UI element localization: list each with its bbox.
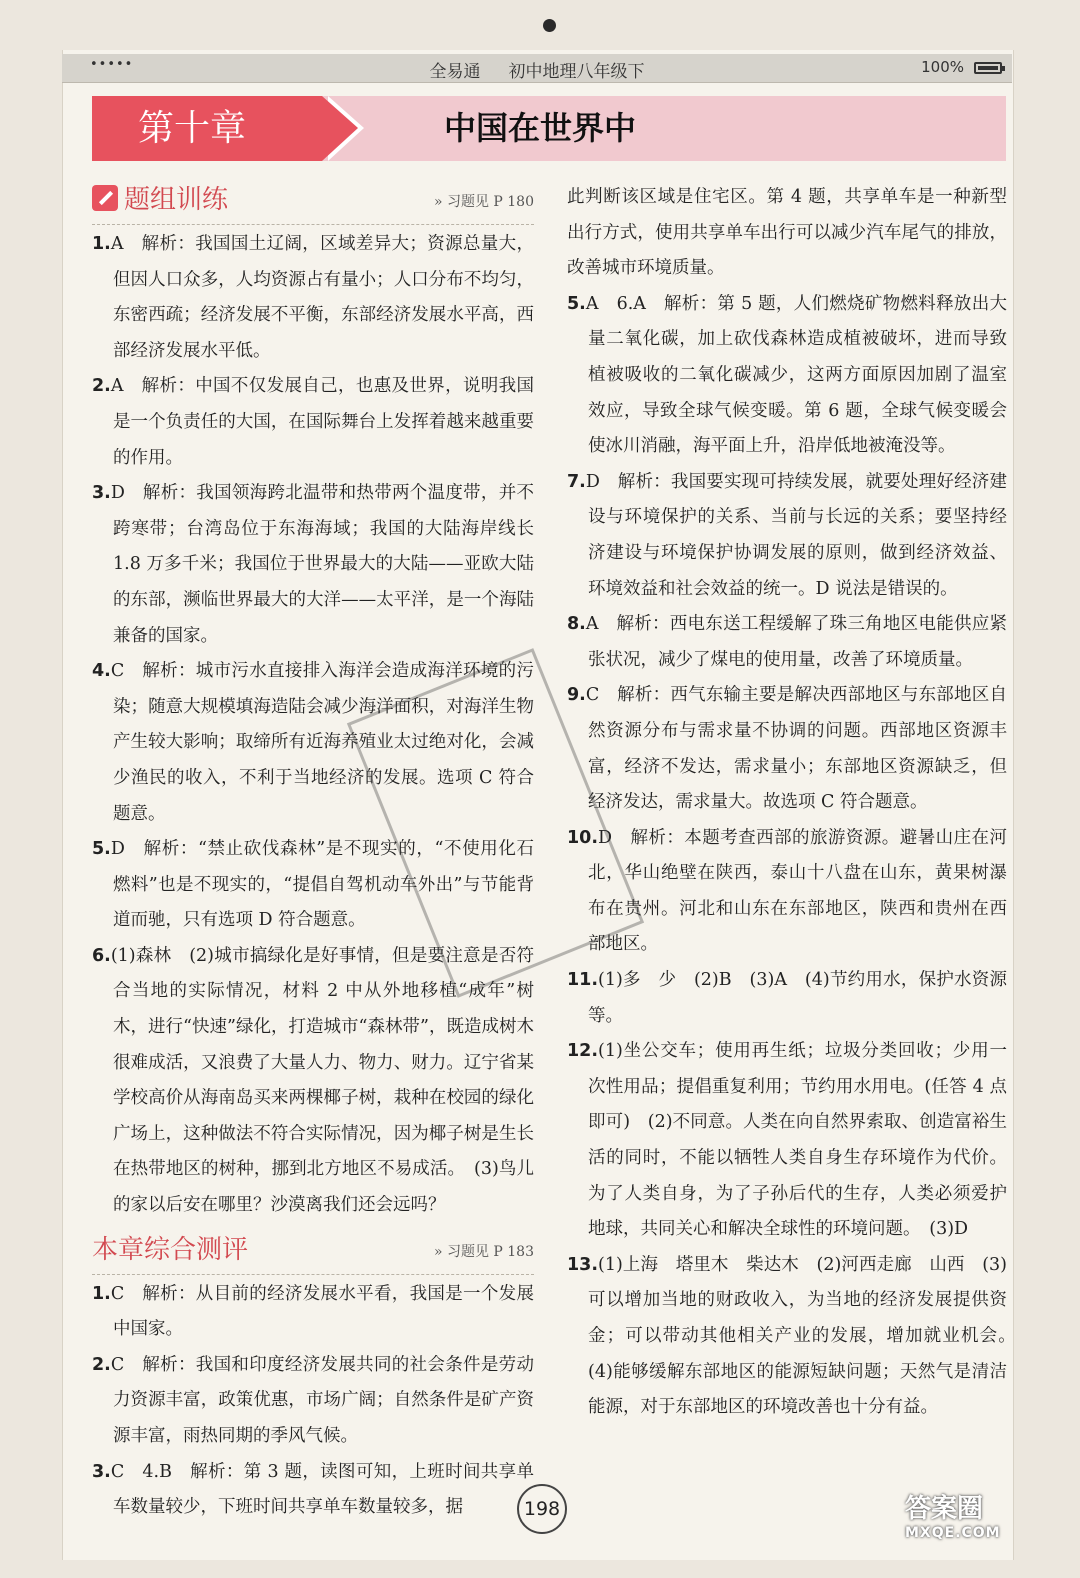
- app-name: 全易通: [429, 62, 481, 82]
- right-column: [567, 180, 1025, 1426]
- answer-text: C 4.B 解析：第 3 题，读图可知，上班时间共享单车数量较少，下班时间共享单车数量较多，据: [110, 1461, 534, 1518]
- answer-text: A 解析：我国国土辽阔，区域差异大；资源总量大，但因人口众多，人均资源占有量小；人口分布不均匀，东密西疏；经济发展不平衡，东部经济发展水平高，西部经济发展水平低。: [110, 234, 534, 361]
- answer-item: [567, 287, 1007, 465]
- answer-number: 10.: [567, 827, 599, 848]
- answer-text: C 解析：我国和印度经济发展共同的社会条件是劳动力资源丰富，政策优惠，市场广阔；自然条件是矿产资源丰富，雨热同期的季风气候。: [110, 1354, 534, 1446]
- page-number: 198: [517, 1484, 567, 1534]
- watermark-sub: MXQE.COM: [905, 1525, 1001, 1541]
- answer-item: [567, 821, 1007, 963]
- answer-text: 此判断该区域是住宅区。第 4 题，共享单车是一种新型出行方式，使用共享单车出行可以减少汽车尾气的排放，改善城市环境质量。: [567, 187, 1007, 279]
- answer-list: [567, 180, 1025, 1426]
- answer-item: [92, 369, 534, 476]
- answer-list: [92, 227, 534, 1224]
- chapter-title: 中国在世界中: [444, 109, 637, 147]
- banner-arrow: [322, 96, 358, 161]
- left-column: [92, 180, 534, 1526]
- answer-number: 3.: [92, 1461, 111, 1482]
- chapter-label: 第十章: [92, 96, 322, 161]
- answer-text: C 解析：从目前的经济发展水平看，我国是一个发展中国家。: [110, 1283, 534, 1340]
- answer-number: 3.: [92, 483, 111, 504]
- answer-number: 13.: [567, 1254, 599, 1275]
- answer-text: D 解析：本题考查西部的旅游资源。避暑山庄在河北，华山绝壁在陕西，泰山十八盘在山东，黄果树瀑布在贵州。河北和山东在东部地区，陕西和贵州在西部地区。: [588, 827, 1007, 955]
- section-ref: » 习题见 P 180: [433, 194, 534, 210]
- answer-number: 2.: [92, 1354, 111, 1375]
- answer-item: [567, 1034, 1007, 1248]
- answer-number: 11.: [567, 970, 599, 991]
- watermark-logo: [905, 1488, 1001, 1541]
- answer-text: (1)坐公交车；使用再生纸；垃圾分类回收；少用一次性用品；提倡重复利用；节约用水用电。(任答 4 点即可) (2)不同意。人类在向自然界索取、创造富裕生活的同时，不能以牺牲人类自身生存环境作为代价。为了人类自身，为了子孙后代的生存，人类必须爱护地球，共同关心和解决全球性的环境问题。 (3)D: [588, 1041, 1007, 1240]
- battery-icon: [974, 62, 1002, 74]
- answer-number: 1.: [92, 234, 111, 254]
- answer-text: A 解析：西电东送工程缓解了珠三角地区电能供应紧张状况，减少了煤电的使用量，改善了环境质量。: [585, 614, 1007, 670]
- answer-item: [567, 963, 1007, 1034]
- answer-item: [92, 476, 534, 654]
- answer-number: 5.: [92, 839, 111, 860]
- answer-item: [92, 1348, 534, 1455]
- pencil-icon: [92, 185, 118, 211]
- answer-item: [92, 654, 534, 832]
- answer-number: 8.: [567, 614, 586, 635]
- answer-item: [92, 939, 534, 1224]
- section-ref: » 习题见 P 183: [433, 1243, 534, 1260]
- answer-item: [92, 1277, 534, 1348]
- answer-text: D 解析：我国领海跨北温带和热带两个温度带，并不跨寒带；台湾岛位于东海海域；我国的大陆海岸线长 1.8 万多千米；我国位于世界最大的大陆——亚欧大陆的东部，濒临世界最大的大洋——太平洋，是一个海陆兼备的国家。: [110, 483, 534, 646]
- answer-text: A 6.A 解析：第 5 题，人们燃烧矿物燃料释放出大量二氧化碳，加上砍伐森林造成植被破坏，进而导致植被吸收的二氧化碳减少，这两方面原因加剧了温室效应，导致全球气候变暖。第 6 题，全球气候变暖会使冰川消融，海平面上升，沿岸低地被淹没等。: [585, 293, 1007, 457]
- answer-item: [92, 832, 534, 939]
- answer-number: 12.: [567, 1041, 599, 1062]
- answer-item: [92, 1455, 534, 1526]
- answer-number: 7.: [567, 471, 586, 492]
- answer-item: [92, 227, 534, 369]
- answer-list: [92, 1277, 534, 1526]
- camera-dot: [543, 19, 556, 32]
- answer-text: C 解析：西气东输主要是解决西部地区与东部地区自然资源分布与需求量不协调的问题。西部地区资源丰富，经济不发达，需求量小；东部地区资源缺乏，但经济发达，需求量大。故选项 C 符合题意。: [585, 685, 1007, 813]
- answer-text: D 解析：我国要实现可持续发展，就要处理好经济建设与环境保护的关系、当前与长远的关系；要坚持经济建设与环境保护协调发展的原则，做到经济效益、环境效益和社会效益的统一。D 说法是错误的。: [585, 471, 1007, 599]
- answer-item: [567, 1248, 1025, 1426]
- section-header-practice: [92, 180, 534, 225]
- answer-item: [567, 465, 1007, 607]
- book-title: 初中地理八年级下: [508, 62, 645, 82]
- answer-number: 6.: [92, 945, 111, 966]
- section-title: 本章综合测评: [92, 1234, 249, 1265]
- section-title: 题组训练: [124, 185, 229, 215]
- answer-number: 4.: [92, 661, 111, 682]
- answer-text: A 解析：中国不仅发展自己，也惠及世界，说明我国是一个负责任的大国，在国际舞台上发挥着越来越重要的作用。: [110, 376, 534, 468]
- status-title: [62, 57, 1012, 82]
- answer-text: C 解析：城市污水直接排入海洋会造成海洋环境的污染；随意大规模填海造陆会减少海洋面积，对海洋生物产生较大影响；取缔所有近海养殖业太过绝对化，会减少渔民的收入，不利于当地经济的发展。选项 C 符合题意。: [110, 661, 534, 824]
- section-header-review: [92, 1230, 534, 1275]
- answer-number: 1.: [92, 1283, 111, 1304]
- status-bar: [62, 54, 1012, 83]
- answer-number: 5.: [567, 293, 586, 314]
- watermark-main: 答案圈: [905, 1494, 984, 1524]
- battery-percent: 100%: [921, 58, 964, 76]
- answer-text: (1)森林 (2)城市搞绿化是好事情，但是要注意是否符合当地的实际情况，材料 2 中从外地移植“成年”树木，进行“快速”绿化，打造城市“森林带”，既造成树木很难成活，又浪费了大量人力、物力、财力。辽宁省某学校高价从海南岛买来两棵椰子树，栽种在校园的绿化广场上，这种做法不符合实际情况，因为椰子树是生长在热带地区的树种，挪到北方地区不易成活。 (3)鸟儿的家以后安在哪里？沙漠离我们还会远吗？: [110, 945, 534, 1216]
- answer-number: 2.: [92, 376, 111, 397]
- answer-item: [567, 678, 1007, 820]
- signal-icon: •••••: [90, 57, 134, 72]
- chapter-banner: [92, 96, 1006, 161]
- answer-item: [567, 180, 1007, 287]
- answer-item: [567, 607, 1007, 678]
- answer-text: (1)上海 塔里木 柴达木 (2)河西走廊 山西 (3)可以增加当地的财政收入，为当地的经济发展提供资金；可以带动其他相关产业的发展，增加就业机会。 (4)能够缓解东部地区的能源短缺问题；天然气是清洁能源，对于东部地区的环境改善也十分有益。: [588, 1254, 1025, 1418]
- answer-number: 9.: [567, 685, 586, 706]
- answer-text: (1)多 少 (2)B (3)A (4)节约用水，保护水资源等。: [588, 970, 1007, 1026]
- answer-text: D 解析：“禁止砍伐森林”是不现实的，“不使用化石燃料”也是不现实的，“提倡自驾机动车外出”与节能背道而驰，只有选项 D 符合题意。: [110, 839, 534, 931]
